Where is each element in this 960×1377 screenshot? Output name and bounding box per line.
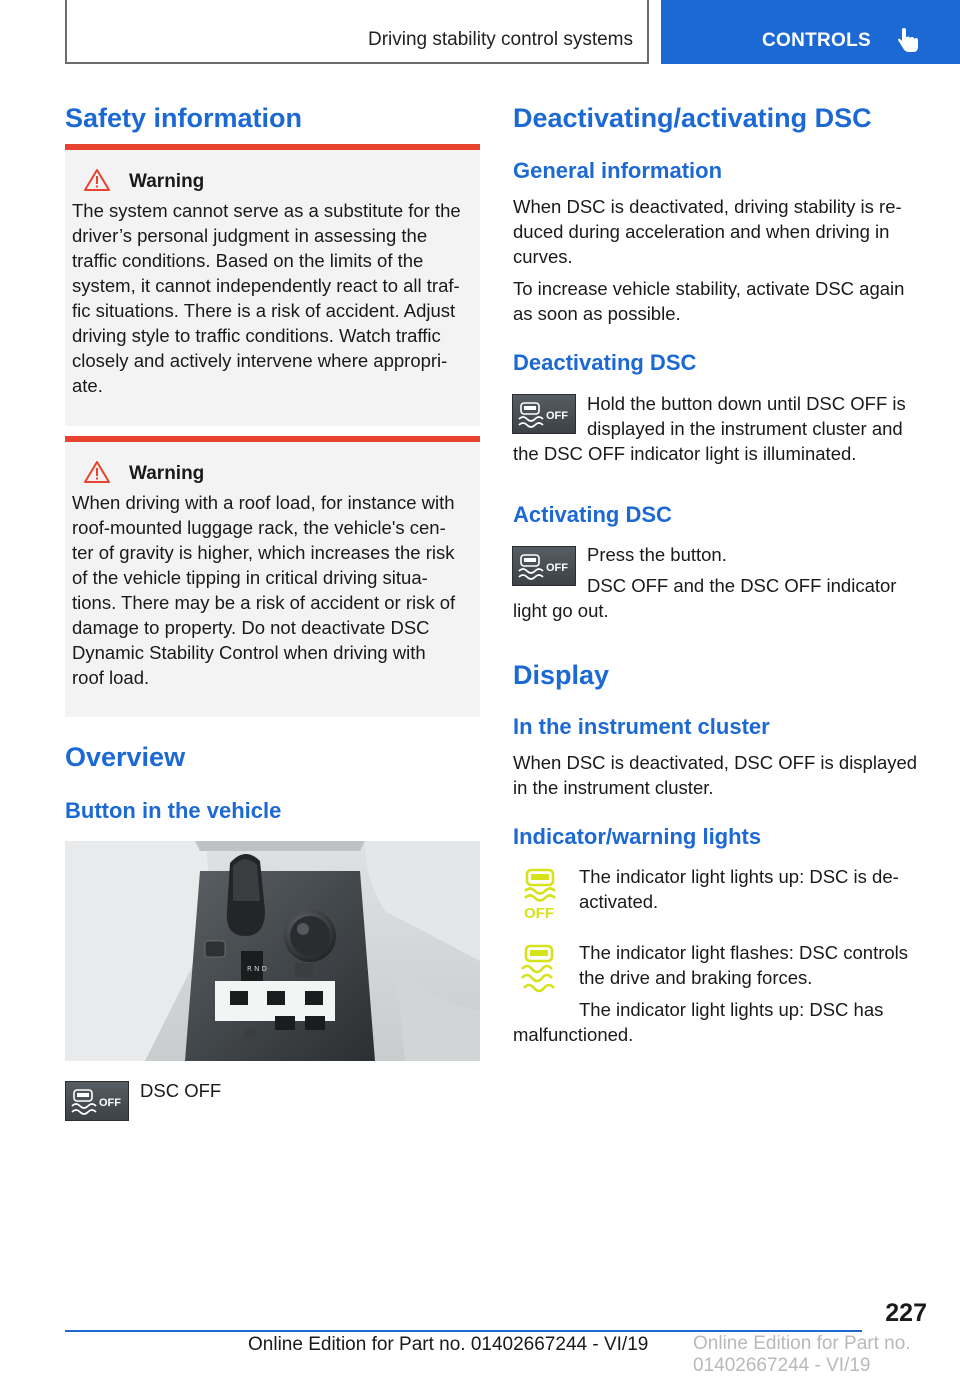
watermark-text: Online Edition for Part no. 01402667244 - VI/19	[693, 1333, 911, 1376]
text-line: To increase vehicle stability, activate DSC again	[513, 278, 905, 299]
deactivating-activating-dsc-heading: Deactivating/activating DSC	[513, 103, 872, 133]
text-line: When DSC is deactivated, DSC OFF is displayed	[513, 752, 918, 773]
dsc-off-label: OFF	[546, 410, 568, 422]
warning-line: driver’s personal judgment in assessing the	[72, 225, 428, 246]
warning-triangle-icon	[83, 168, 111, 192]
warning-line: damage to property. Do not deactivate DSC	[72, 617, 430, 638]
warning-text	[72, 490, 477, 690]
safety-information-heading: Safety information	[65, 103, 303, 133]
warning-line: system, it cannot independently react to all traf‐	[72, 275, 460, 296]
deactivating-line-2: displayed in the instrument cluster and	[587, 418, 903, 439]
indicator-3-line-1: The indicator light lights up: DSC has	[579, 999, 884, 1020]
general-paragraph-2	[513, 276, 933, 326]
general-information-heading: General information	[513, 158, 723, 183]
indicator-warning-lights-heading: Indicator/warning lights	[513, 824, 762, 849]
dsc-off-button-icon	[512, 546, 576, 586]
header-section-title: Driving stability control systems	[367, 29, 633, 50]
dsc-off-button-icon	[65, 1081, 129, 1121]
warning-line: ter of gravity is higher, which increases the risk	[72, 542, 455, 563]
warning-line: When driving with a roof load, for instance with	[72, 492, 455, 513]
warning-line: roof-mounted luggage rack, the vehicle's cen‐	[72, 517, 446, 538]
text-line: as soon as possible.	[513, 303, 681, 324]
dsc-off-indicator-icon	[518, 866, 564, 924]
header-section-box	[65, 0, 649, 64]
warning-title: Warning	[129, 463, 205, 484]
display-heading: Display	[513, 660, 610, 690]
indicator-1-line-2: activated.	[579, 891, 659, 912]
warning-line: roof load.	[72, 667, 150, 688]
deactivating-line-1: Hold the button down until DSC OFF is	[587, 393, 906, 414]
warning-line: tions. There may be a risk of accident or risk of	[72, 592, 456, 613]
general-paragraph-1	[513, 194, 933, 269]
indicator-2-line-2: the drive and braking forces.	[579, 967, 813, 988]
text-line: duced during acceleration and when driving in	[513, 221, 890, 242]
warning-line: traffic conditions. Based on the limits of the	[72, 250, 424, 271]
button-caption: DSC OFF	[140, 1080, 222, 1101]
activating-line-1: Press the button.	[587, 544, 727, 565]
center-console-photo	[65, 841, 480, 1061]
warning-box-2	[65, 436, 480, 717]
indicator-3-line-2: malfunctioned.	[513, 1024, 634, 1045]
warning-box-1	[65, 144, 480, 426]
dsc-off-button-icon	[512, 394, 576, 434]
warning-line: Dynamic Stability Control when driving with	[72, 642, 426, 663]
indicator-2-line-1: The indicator light flashes: DSC controls	[579, 942, 909, 963]
dsc-off-label: OFF	[546, 562, 568, 574]
cluster-paragraph	[513, 750, 933, 800]
page-number: 227	[885, 1299, 927, 1327]
warning-line: closely and actively intervene where appropri‐	[72, 350, 448, 371]
activating-dsc-heading: Activating DSC	[513, 502, 672, 527]
button-in-vehicle-heading: Button in the vehicle	[65, 798, 282, 823]
text-line: When DSC is deactivated, driving stability is re‐	[513, 196, 902, 217]
text-line: curves.	[513, 246, 573, 267]
svg-text:R N D: R N D	[247, 965, 267, 973]
activating-line-3: light go out.	[513, 600, 609, 621]
pointing-hand-icon	[897, 28, 919, 54]
warning-line: of the vehicle tipping in critical driving situa‐	[72, 567, 428, 588]
dsc-off-symbol-icon	[66, 1082, 128, 1120]
overview-heading: Overview	[65, 742, 186, 772]
header-tab-label: CONTROLS	[762, 30, 872, 51]
dsc-off-symbol-icon	[513, 395, 575, 433]
indicator-off-label: OFF	[524, 905, 554, 922]
warning-line: ate.	[72, 375, 103, 396]
dsc-off-label: OFF	[99, 1097, 121, 1109]
footer-divider	[65, 1330, 862, 1332]
indicator-1-line-1: The indicator light lights up: DSC is de‐	[579, 866, 899, 887]
warning-text	[72, 198, 477, 398]
warning-triangle-icon	[83, 460, 111, 484]
deactivating-line-3: the DSC OFF indicator light is illuminated.	[513, 443, 857, 464]
instrument-cluster-heading: In the instrument cluster	[513, 714, 770, 739]
warning-line: fic situations. There is a risk of accident. Adjust	[72, 300, 456, 321]
text-line: in the instrument cluster.	[513, 777, 714, 798]
deactivating-dsc-heading: Deactivating DSC	[513, 350, 697, 375]
dsc-off-symbol-icon	[513, 547, 575, 585]
warning-title: Warning	[129, 171, 205, 192]
warning-line: driving style to traffic conditions. Watch traffic	[72, 325, 441, 346]
header-controls-tab[interactable]	[661, 0, 960, 64]
activating-line-2: DSC OFF and the DSC OFF indicator	[587, 575, 897, 596]
warning-line: The system cannot serve as a substitute for the	[72, 200, 461, 221]
footer-edition-text: Online Edition for Part no. 01402667244 - VI/19	[248, 1334, 649, 1355]
dsc-indicator-icon	[516, 942, 562, 1000]
